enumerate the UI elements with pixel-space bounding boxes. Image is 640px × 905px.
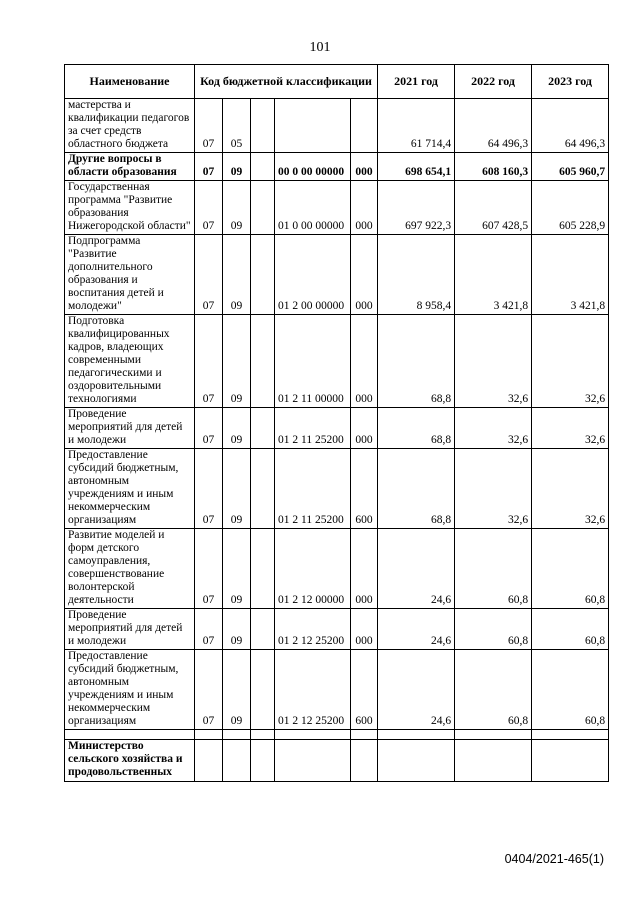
cell-y2021: 697 922,3 <box>378 181 455 235</box>
header-2023: 2023 год <box>532 65 609 99</box>
cell-empty <box>251 181 275 235</box>
cell-vr: 000 <box>351 609 378 650</box>
cell-vr: 000 <box>351 315 378 408</box>
cell-csr <box>275 99 351 153</box>
cell-vr: 000 <box>351 529 378 609</box>
cell-y2021: 698 654,1 <box>378 153 455 181</box>
cell-y2023: 60,8 <box>532 609 609 650</box>
cell-y2021: 68,8 <box>378 408 455 449</box>
cell-vr: 000 <box>351 408 378 449</box>
cell-empty <box>251 650 275 730</box>
cell-empty <box>251 315 275 408</box>
cell-p: 05 <box>223 99 251 153</box>
cell-csr: 01 2 00 00000 <box>275 235 351 315</box>
budget-table <box>64 64 609 782</box>
cell-empty <box>275 730 351 740</box>
cell-empty <box>378 730 455 740</box>
cell-s: 07 <box>195 181 223 235</box>
cell-y2023: 605 960,7 <box>532 153 609 181</box>
cell-y2021: 24,6 <box>378 609 455 650</box>
cell-name: Предоставление субсидий бюджетным, автономным учреждениям и иным некоммерческим организациям <box>65 650 195 730</box>
cell-s: 07 <box>195 609 223 650</box>
separator-row <box>65 730 609 740</box>
cell-s: 07 <box>195 235 223 315</box>
cell-empty <box>251 449 275 529</box>
table-row <box>65 609 609 650</box>
cell-empty <box>251 235 275 315</box>
cell-s: 07 <box>195 408 223 449</box>
header-name: Наименование <box>65 65 195 99</box>
cell-vr: 000 <box>351 181 378 235</box>
document-code: 0404/2021-465(1) <box>504 852 604 866</box>
table-row <box>65 449 609 529</box>
cell-empty <box>351 730 378 740</box>
page-number: 101 <box>309 40 331 55</box>
cell-p: 09 <box>223 235 251 315</box>
cell-p: 09 <box>223 408 251 449</box>
cell-s: 07 <box>195 529 223 609</box>
cell-y2022: 32,6 <box>455 408 532 449</box>
cell-y2022: 60,8 <box>455 650 532 730</box>
cell-csr: 01 2 11 25200 <box>275 408 351 449</box>
cell-empty <box>65 730 195 740</box>
table-body <box>65 99 609 782</box>
cell-empty <box>251 529 275 609</box>
cell-name: Предоставление субсидий бюджетным, автономным учреждениям и иным некоммерческим организациям <box>65 449 195 529</box>
header-2021: 2021 год <box>378 65 455 99</box>
cell-y2023: 60,8 <box>532 650 609 730</box>
cell-y2021: 24,6 <box>378 529 455 609</box>
cell-empty <box>251 730 275 740</box>
cell-vr <box>351 99 378 153</box>
cell-empty <box>251 99 275 153</box>
cell-empty <box>195 740 223 782</box>
cell-p: 09 <box>223 529 251 609</box>
cell-empty <box>223 730 251 740</box>
cell-y2023: 32,6 <box>532 449 609 529</box>
cell-name: Министерство сельского хозяйства и продовольственных <box>65 740 195 782</box>
header-2022: 2022 год <box>455 65 532 99</box>
cell-y2022: 3 421,8 <box>455 235 532 315</box>
cell-y2022: 608 160,3 <box>455 153 532 181</box>
cell-name: Государственная программа "Развитие образования Нижегородской области" <box>65 181 195 235</box>
cell-y2023: 32,6 <box>532 315 609 408</box>
cell-y2023: 32,6 <box>532 408 609 449</box>
table-row <box>65 235 609 315</box>
cell-s: 07 <box>195 99 223 153</box>
cell-empty <box>195 730 223 740</box>
cell-y2023: 64 496,3 <box>532 99 609 153</box>
cell-y2021: 24,6 <box>378 650 455 730</box>
table-row <box>65 408 609 449</box>
cell-empty <box>532 730 609 740</box>
cell-csr: 01 2 12 00000 <box>275 529 351 609</box>
table-row <box>65 99 609 153</box>
cell-csr: 01 0 00 00000 <box>275 181 351 235</box>
cell-empty <box>251 740 275 782</box>
cell-s: 07 <box>195 315 223 408</box>
cell-p: 09 <box>223 153 251 181</box>
cell-name: Проведение мероприятий для детей и молодежи <box>65 408 195 449</box>
table-row <box>65 181 609 235</box>
cell-empty <box>455 740 532 782</box>
cell-name: Развитие моделей и форм детского самоуправления, совершенствование волонтерской деятельности <box>65 529 195 609</box>
header-code: Код бюджетной классификации <box>195 65 378 99</box>
cell-p: 09 <box>223 315 251 408</box>
cell-empty <box>351 740 378 782</box>
cell-y2022: 60,8 <box>455 529 532 609</box>
cell-s: 07 <box>195 153 223 181</box>
cell-empty <box>275 740 351 782</box>
cell-y2021: 61 714,4 <box>378 99 455 153</box>
cell-s: 07 <box>195 650 223 730</box>
cell-y2022: 32,6 <box>455 449 532 529</box>
cell-vr: 600 <box>351 650 378 730</box>
cell-s: 07 <box>195 449 223 529</box>
cell-empty <box>251 153 275 181</box>
cell-y2022: 60,8 <box>455 609 532 650</box>
cell-name: Другие вопросы в области образования <box>65 153 195 181</box>
cell-name: Подготовка квалифицированных кадров, владеющих современными педагогическими и оздоровительными технологиями <box>65 315 195 408</box>
cell-y2021: 8 958,4 <box>378 235 455 315</box>
cell-y2022: 64 496,3 <box>455 99 532 153</box>
cell-name: Подпрограмма "Развитие дополнительного образования и воспитания детей и молодежи" <box>65 235 195 315</box>
table-row <box>65 740 609 782</box>
cell-y2023: 60,8 <box>532 529 609 609</box>
cell-p: 09 <box>223 609 251 650</box>
cell-csr: 01 2 12 25200 <box>275 609 351 650</box>
cell-vr: 600 <box>351 449 378 529</box>
cell-csr: 01 2 12 25200 <box>275 650 351 730</box>
cell-y2023: 605 228,9 <box>532 181 609 235</box>
cell-p: 09 <box>223 650 251 730</box>
table-row <box>65 650 609 730</box>
cell-y2021: 68,8 <box>378 449 455 529</box>
table-row <box>65 153 609 181</box>
cell-y2021: 68,8 <box>378 315 455 408</box>
cell-empty <box>532 740 609 782</box>
cell-csr: 01 2 11 25200 <box>275 449 351 529</box>
cell-y2023: 3 421,8 <box>532 235 609 315</box>
cell-vr: 000 <box>351 235 378 315</box>
cell-y2022: 607 428,5 <box>455 181 532 235</box>
cell-name: мастерства и квалификации педагогов за счет средств областного бюджета <box>65 99 195 153</box>
table-header-row <box>65 65 609 99</box>
cell-y2022: 32,6 <box>455 315 532 408</box>
cell-name: Проведение мероприятий для детей и молодежи <box>65 609 195 650</box>
table-row <box>65 529 609 609</box>
cell-p: 09 <box>223 181 251 235</box>
cell-empty <box>455 730 532 740</box>
cell-empty <box>378 740 455 782</box>
table-row <box>65 315 609 408</box>
cell-empty <box>223 740 251 782</box>
cell-csr: 01 2 11 00000 <box>275 315 351 408</box>
cell-vr: 000 <box>351 153 378 181</box>
cell-csr: 00 0 00 00000 <box>275 153 351 181</box>
cell-empty <box>251 609 275 650</box>
cell-p: 09 <box>223 449 251 529</box>
cell-empty <box>251 408 275 449</box>
